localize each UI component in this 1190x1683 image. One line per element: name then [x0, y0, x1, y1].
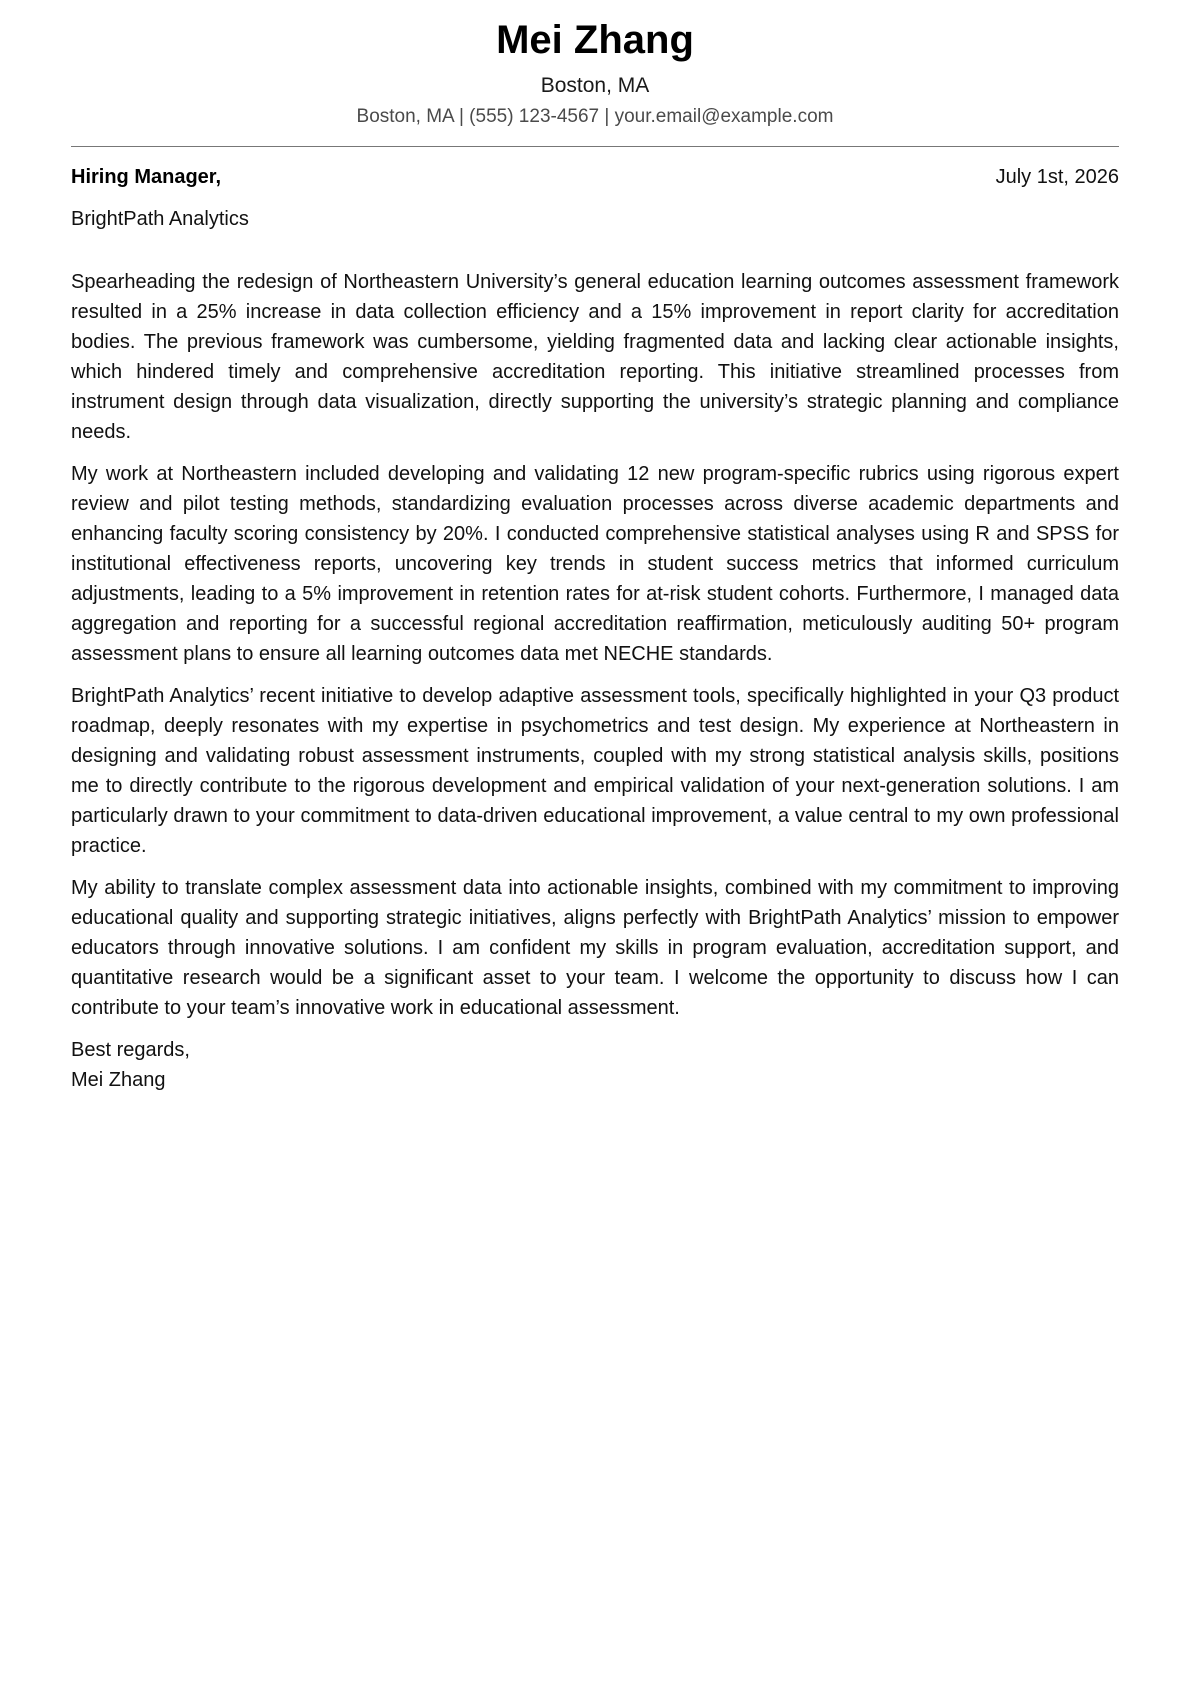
closing-salutation: Best regards,	[71, 1039, 190, 1061]
applicant-name: Mei Zhang	[496, 18, 694, 62]
body-paragraph: BrightPath Analytics’ recent initiative to develop adaptive assessment tools, specifically highlighted in your Q3 product roadmap, deeply resonates with my expertise in psychometrics and test design. My experience at Northeastern in designing and validating robust assessment instruments, coupled with my strong statistical analysis skills, positions me to directly contribute to the rigorous development and empirical validation of your next-generation solutions. I am particularly drawn to your commitment to data-driven educational improvement, a value central to my own professional practice.	[71, 685, 1119, 857]
body-paragraph: My work at Northeastern included developing and validating 12 new program-specific rubrics using rigorous expert review and pilot testing methods, standardizing evaluation processes across diverse academic departments and enhancing faculty scoring consistency by 20%. I conducted comprehensive statistical analyses using R and SPSS for institutional effectiveness reports, uncovering key trends in student success metrics that informed curriculum adjustments, leading to a 5% improvement in retention rates for at-risk student cohorts. Furthermore, I managed data aggregation and reporting for a successful regional accreditation reaffirmation, meticulously auditing 50+ program assessment plans to ensure all learning outcomes data met NECHE standards.	[71, 463, 1119, 665]
closing-signature: Mei Zhang	[71, 1069, 166, 1091]
recipient-greeting: Hiring Manager,	[71, 166, 222, 188]
letter-date: July 1st, 2026	[995, 166, 1119, 188]
letter-closing	[71, 1035, 1119, 1095]
company-name: BrightPath Analytics	[71, 208, 249, 230]
applicant-location: Boston, MA	[540, 74, 650, 97]
letter-body	[71, 267, 1119, 1023]
recipient-date-row	[71, 163, 1119, 191]
body-paragraph: My ability to translate complex assessment data into actionable insights, combined with my commitment to improving educational quality and supporting strategic initiatives, aligns perfectly with BrightPath Analytics’ mission to empower educators through innovative solutions. I am confident my skills in program evaluation, accreditation support, and quantitative research would be a significant asset to your team. I welcome the opportunity to discuss how I can contribute to your team’s innovative work in educational assessment.	[71, 877, 1119, 1019]
body-paragraph: Spearheading the redesign of Northeastern University’s general education learning outcomes assessment framework resulted in a 25% increase in data collection efficiency and a 15% improvement in report clarity for accreditation bodies. The previous framework was cumbersome, yielding fragmented data and lacking clear actionable insights, which hindered timely and comprehensive accreditation reporting. This initiative streamlined processes from instrument design through data visualization, directly supporting the university’s strategic planning and compliance needs.	[71, 271, 1119, 443]
letter-header	[71, 0, 1119, 130]
header-divider	[71, 146, 1119, 147]
contact-line: Boston, MA | (555) 123-4567 | your.email@example.com	[356, 106, 834, 127]
